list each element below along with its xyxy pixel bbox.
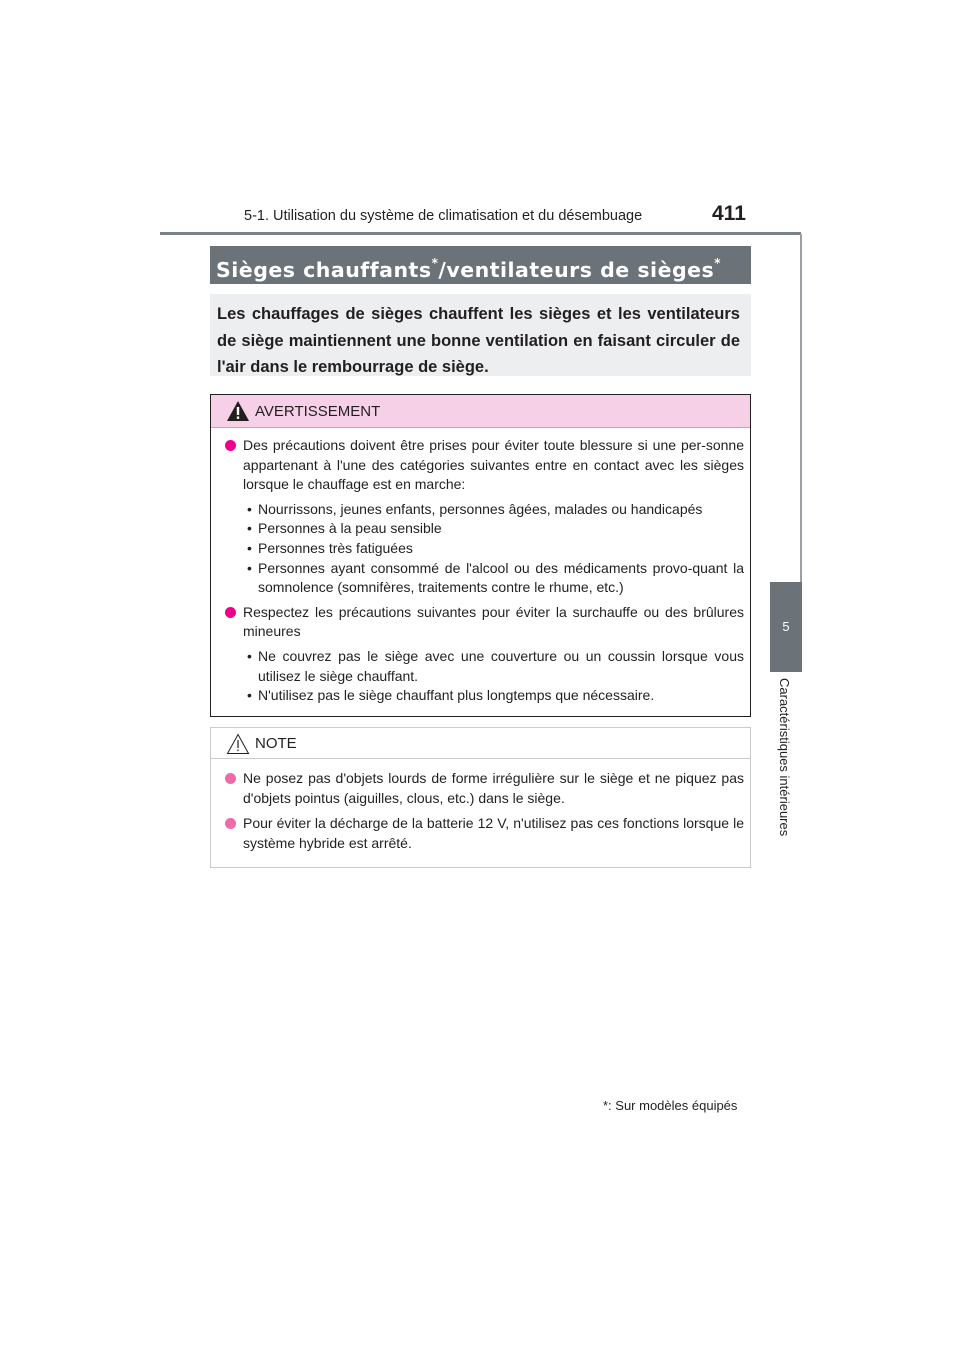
subitem-text: Ne couvrez pas le siège avec une couverture ou un coussin lorsque vous utilisez le siège chauffant. [258, 647, 744, 684]
page-number: 411 [712, 202, 746, 225]
caution-outline-icon [226, 733, 250, 755]
bullet: • [247, 520, 252, 537]
section-title: 5-1. Utilisation du système de climatisation et du désembuage [244, 208, 643, 224]
warning-body [211, 428, 750, 706]
warning-subitem [243, 519, 744, 539]
subitem-text: Nourrissons, jeunes enfants, personnes âgées, malades ou handicapés [258, 500, 703, 517]
warning-title: AVERTISSEMENT [255, 403, 381, 420]
warning-subitem [243, 647, 744, 686]
warning-item [217, 436, 744, 495]
warning-subitem [243, 539, 744, 559]
note-header [211, 728, 750, 759]
note-box [210, 727, 751, 868]
note-item-text: Ne posez pas d'objets lourds de forme irrégulière sur le siège et ne piquez pas d'objets pointus (aiguilles, clous, etc.) dans le siège. [243, 770, 744, 806]
title-asterisk-1: * [431, 256, 439, 270]
page-title [210, 246, 751, 284]
warning-sublist [243, 647, 744, 706]
footnote: *: Sur modèles équipés [603, 1098, 738, 1113]
bullet: • [247, 647, 252, 664]
bullet: • [247, 539, 252, 556]
intro-box [210, 294, 751, 376]
note-body [211, 759, 750, 853]
title-part2: /ventilateurs de sièges [438, 257, 715, 282]
subitem-text: Personnes très fatiguées [258, 539, 413, 556]
bullet: • [247, 559, 252, 576]
subitem-text: Personnes à la peau sensible [258, 520, 442, 537]
warning-subitem [243, 686, 744, 706]
title-asterisk-2: * [714, 256, 722, 270]
warning-header [211, 395, 750, 428]
bullet-dot [225, 818, 236, 829]
bullet: • [247, 500, 252, 517]
subitem-text: N'utilisez pas le siège chauffant plus longtemps que nécessaire. [258, 687, 655, 704]
warning-triangle-icon [226, 400, 250, 422]
warning-item-text: Respectez les précautions suivantes pour éviter la surchauffe ou des brûlures mineures [243, 603, 744, 640]
intro-text: Les chauffages de sièges chauffent les sièges et les ventilateurs de siège maintiennent une bonne ventilation en faisant circuler de l'air dans le rembourrage de siège. [217, 305, 740, 376]
warning-item-text: Des précautions doivent être prises pour éviter toute blessure si une per-sonne appartenant à l'une des catégories suivantes entre en contact avec les sièges lorsque le chauffage est en marche: [243, 437, 744, 493]
title-part1: Sièges chauffants [216, 257, 432, 282]
warning-box [210, 394, 751, 717]
note-item-text: Pour éviter la décharge de la batterie 12 V, n'utilisez pas ces fonctions lorsque le système hybride est arrêté. [243, 815, 744, 851]
bullet: • [247, 687, 252, 704]
bullet-dot [225, 773, 236, 784]
chapter-label: Caractéristiques intérieures [777, 678, 792, 837]
header-rule [160, 232, 801, 235]
warning-sublist [243, 500, 744, 598]
bullet-dot [225, 440, 236, 451]
chapter-tab[interactable]: 5 [770, 582, 802, 672]
warning-subitem [243, 500, 744, 520]
note-item [217, 769, 744, 808]
bullet-dot [225, 607, 236, 618]
subitem-text: Personnes ayant consommé de l'alcool ou des médicaments provo-quant la somnolence (somnifères, traitements contre le rhume, etc.) [258, 559, 744, 596]
warning-item [217, 603, 744, 642]
note-title: NOTE [255, 735, 297, 752]
warning-subitem [243, 559, 744, 598]
note-item [217, 814, 744, 853]
